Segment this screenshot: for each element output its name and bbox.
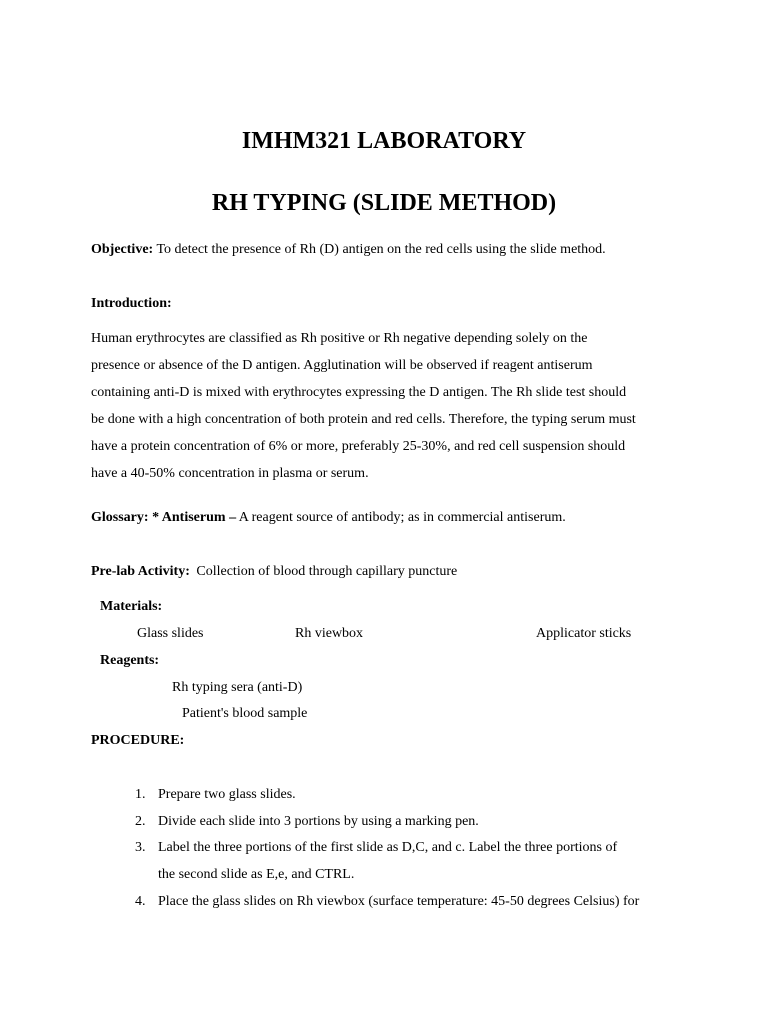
prelab-section xyxy=(91,564,457,580)
prelab-text: Collection of blood through capillary puncture xyxy=(196,564,458,579)
step-number: 1. xyxy=(135,787,146,802)
material-item: Applicator sticks xyxy=(536,626,632,641)
objective-section xyxy=(91,242,606,258)
glossary-section xyxy=(91,510,566,526)
introduction-line: presence or absence of the D antigen. Agglutination will be observed if reagent antiserum xyxy=(91,358,593,373)
step-text: Divide each slide into 3 portions by using a marking pen. xyxy=(158,814,479,829)
objective-text: To detect the presence of Rh (D) antigen on the red cells using the slide method. xyxy=(156,242,606,257)
page-title: IMHM321 LABORATORY xyxy=(241,128,527,154)
reagent-item: Rh typing sera (anti-D) xyxy=(172,680,303,695)
material-item: Rh viewbox xyxy=(295,626,364,641)
materials-heading: Materials: xyxy=(100,599,163,614)
reagents-heading: Reagents: xyxy=(100,653,160,668)
introduction-line: have a 40-50% concentration in plasma or serum. xyxy=(91,466,369,481)
step-text: Place the glass slides on Rh viewbox (surface temperature: 45-50 degrees Celsius) for xyxy=(158,894,640,909)
introduction-line: have a protein concentration of 6% or more, preferably 25-30%, and red cell suspension should xyxy=(91,439,626,454)
page-subtitle: RH TYPING (SLIDE METHOD) xyxy=(211,190,557,216)
step-number: 4. xyxy=(135,894,146,909)
introduction-line: be done with a high concentration of both protein and red cells. Therefore, the typing serum must xyxy=(91,412,636,427)
introduction-line: Human erythrocytes are classified as Rh positive or Rh negative depending solely on the xyxy=(91,331,588,346)
introduction-line: containing anti-D is mixed with erythrocytes expressing the D antigen. The Rh slide test should xyxy=(91,385,627,400)
step-text: Prepare two glass slides. xyxy=(158,787,296,802)
step-number: 2. xyxy=(135,814,146,829)
glossary-term: * Antiserum – xyxy=(152,510,237,525)
glossary-definition: A reagent source of antibody; as in commercial antiserum. xyxy=(238,510,566,525)
procedure-heading: PROCEDURE: xyxy=(91,733,185,748)
reagent-item: Patient's blood sample xyxy=(182,706,308,721)
introduction-heading: Introduction: xyxy=(91,296,172,311)
objective-label: Objective: xyxy=(91,242,154,257)
step-number: 3. xyxy=(135,840,146,855)
glossary-label: Glossary: xyxy=(91,510,149,525)
step-text: the second slide as E,e, and CTRL. xyxy=(158,867,355,882)
prelab-label: Pre-lab Activity: xyxy=(91,564,190,579)
step-text: Label the three portions of the first slide as D,C, and c. Label the three portions of xyxy=(158,840,618,855)
material-item: Glass slides xyxy=(137,626,204,641)
